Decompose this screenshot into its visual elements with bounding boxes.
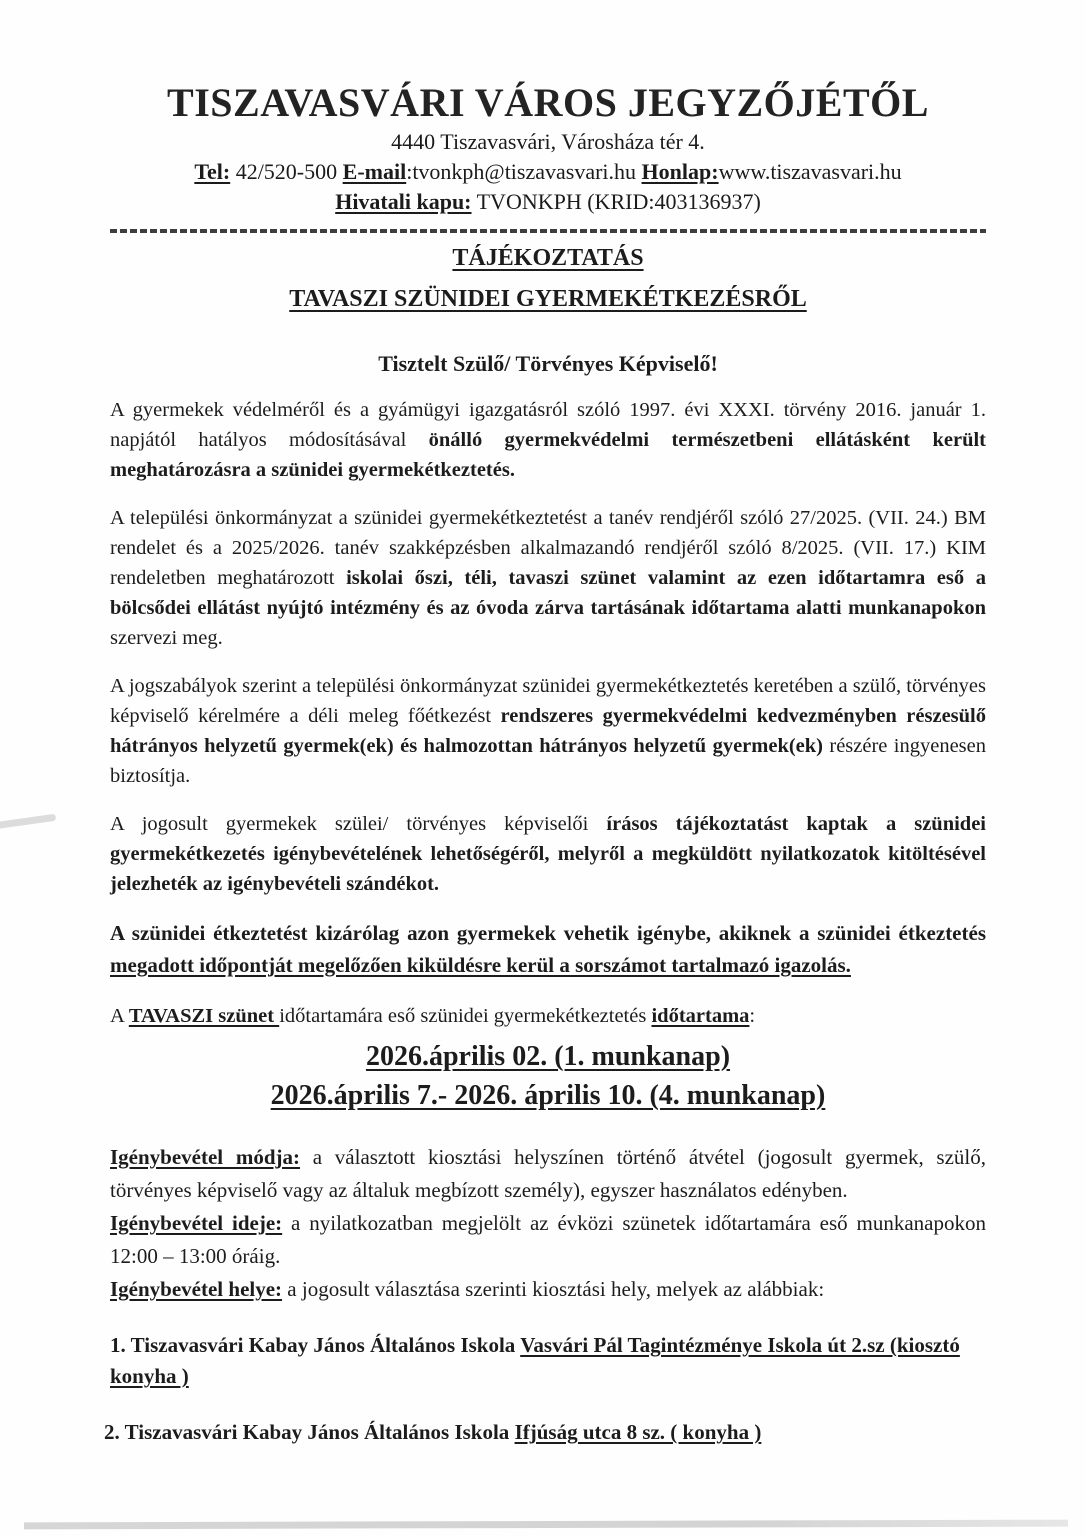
paragraph-eligibility: A jogszabályok szerint a települési önkormányzat szünidei gyermekétkeztetés keretében a szülő, törvényes képviselő kérelmére a déli meleg főétkezést rendszeres gyermekvédelmi kedvezményben részesülő hátrányos helyzetű gyermek(ek) és halmozottan hátrányos helyzetű gyermek(ek) részére ingyenesen biztosítja. xyxy=(110,675,986,787)
location-item-1: 1. Tiszavasvári Kabay János Általános Iskola Vasvári Pál Tagintézménye Iskola út 2.sz (kiosztó konyha ) xyxy=(110,1333,960,1388)
paragraph-usage-mode: Igénybevétel módja: a választott kiosztási helyszínen történő átvétel (jogosult gyermek, szülő, törvényes képviselő vagy az általuk megbízott személy), egyszer használatos edényben. xyxy=(110,1145,986,1202)
scan-artifact-streak xyxy=(0,814,56,830)
paragraph-notification: A jogosult gyermekek szülei/ törvényes képviselői írásos tájékoztatást kaptak a szünidei gyermekétkezetés igénybevételének lehetőségéről, melyről a megküldött nyilatkozatok kitöltésével jelezheték az igénybevételi szándékot. xyxy=(110,813,986,895)
page-title: TISZAVASVÁRI VÁROS JEGYZŐJÉTŐL xyxy=(167,80,929,125)
paragraph-legal-basis: A gyermekek védelméről és a gyámügyi igazgatásról szóló 1997. évi XXXI. törvény 2016. január 1. napjától hatályos módosításával önálló gyermekvédelmi természetbeni ellátásként került meghatározásra a szünidei gyermekétkeztetés. xyxy=(110,399,986,481)
subject-line-2: TAVASZI SZÜNIDEI GYERMEKÉTKEZÉSRŐL xyxy=(289,286,807,312)
paragraph-period-intro: A TAVASZI szünet időtartamára eső szünidei gyermekétkeztetés időtartama: xyxy=(110,1005,756,1027)
usage-section xyxy=(110,1141,986,1306)
scan-artifact-bottom-bar xyxy=(24,1520,1068,1530)
subject-line-1: TÁJÉKOZTATÁS xyxy=(452,245,644,271)
paragraph-usage-time: Igénybevétel ideje: a nyilatkozatban megjelölt az évközi szünetek időtartamára eső munkanapokon 12:00 – 13:00 óráig. xyxy=(110,1211,986,1268)
date-line-1: 2026.április 02. (1. munkanap) xyxy=(365,1041,731,1072)
header-address: 4440 Tiszavasvári, Városháza tér 4. xyxy=(391,129,705,154)
date-line-2: 2026.április 7.- 2026. április 10. (4. munkanap) xyxy=(270,1080,826,1111)
header-contact-line: Tel: 42/520-500 E-mail:tvonkph@tiszavasvari.hu Honlap:www.tiszavasvari.hu xyxy=(194,159,902,184)
salutation: Tisztelt Szülő/ Törvényes Képviselő! xyxy=(378,351,718,376)
paragraph-voucher-requirement: A szünidei étkeztetést kizárólag azon gyermekek vehetik igénybe, akiknek a szünidei étkeztetés megadott időpontját megelőzően kiküldésre kerül a sorszámot tartalmazó igazolás. xyxy=(110,921,986,977)
dashed-divider xyxy=(110,229,986,233)
header-hivatali-kapu-line: Hivatali kapu: TVONKPH (KRID:403136937) xyxy=(335,189,761,214)
location-item-2: 2. Tiszavasvári Kabay János Általános Iskola Ifjúság utca 8 sz. ( konyha ) xyxy=(104,1420,762,1444)
paragraph-usage-place: Igénybevétel helye: a jogosult választása szerinti kiosztási hely, melyek az alábbiak: xyxy=(110,1277,825,1301)
paragraph-organization: A települési önkormányzat a szünidei gyermekétkeztetést a tanév rendjéről szóló 27/2025. (VII. 24.) BM rendelet és a 2025/2026. tanév szakképzésben alkalmazandó rendjéről szóló 8/2025. (VII. 17.) KIM rendeletben meghatározott iskolai őszi, téli, tavaszi szünet valamint az ezen időtartamra eső a bölcsődei ellátást nyújtó intézmény és az óvoda zárva tartásának időtartama alatti munkanapokon szervezi meg. xyxy=(110,507,986,649)
